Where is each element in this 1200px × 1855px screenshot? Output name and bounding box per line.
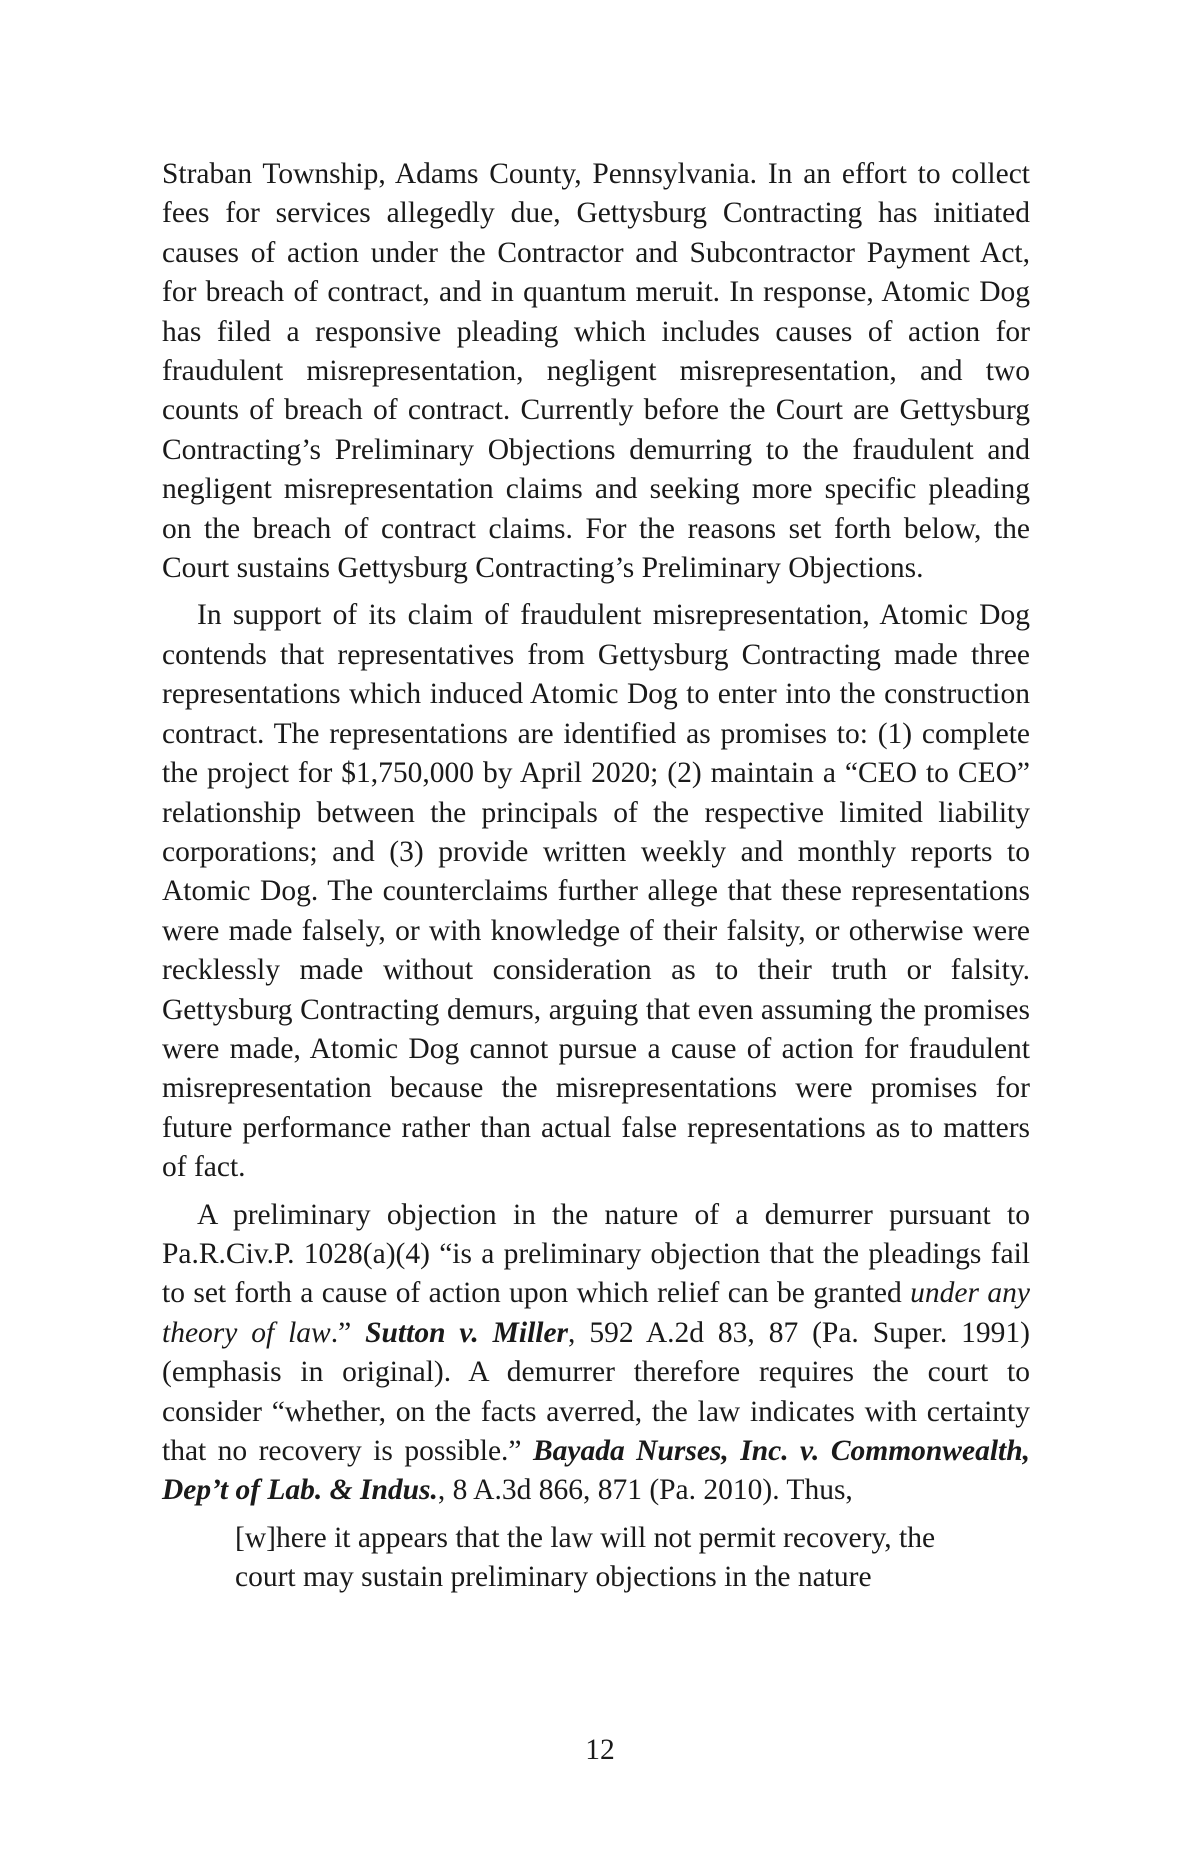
paragraph-3 bbox=[162, 1196, 1030, 1511]
paragraph-3-text: , 592 A.2d 83, 87 (Pa. Super. 1991) (emphasis in original). A demurrer therefore requires the court to consider “whether, on the facts averred, the law indicates with certainty that no recovery is possible.” bbox=[162, 1316, 1030, 1467]
body-text bbox=[162, 155, 1030, 1598]
case-citation-bayada: Bayada Nurses, Inc. v. Commonwealth, Dep’t of Lab. & Indus. bbox=[162, 1435, 1030, 1507]
paragraph-3-text: .” bbox=[330, 1316, 366, 1349]
block-quote: [w]here it appears that the law will not permit recovery, the court may sustain preliminary objections in the nature bbox=[235, 1521, 936, 1594]
emphasis-text: under any theory of law bbox=[162, 1277, 1030, 1349]
paragraph-3-text: A preliminary objection in the nature of a demurrer pursuant to Pa.R.Civ.P. 1028(a)(4) “is a preliminary objection that the pleadings fail to set forth a cause of action upon which relief can be granted bbox=[162, 1198, 1030, 1310]
page-number: 12 bbox=[585, 1734, 615, 1766]
paragraph-1: Straban Township, Adams County, Pennsylvania. In an effort to collect fees for services allegedly due, Gettysburg Contracting has initiated causes of action under the Contractor and Subcontractor Payment Act, for breach of contract, and in quantum meruit. In response, Atomic Dog has filed a responsive pleading which includes causes of action for fraudulent misrepresentation, negligent misrepresentation, and two counts of breach of contract. Currently before the Court are Gettysburg Contracting’s Preliminary Objections demurring to the fraudulent and negligent misrepresentation claims and seeking more specific pleading on the breach of contract claims. For the reasons set forth below, the Court sustains Gettysburg Contracting’s Preliminary Objections. bbox=[162, 158, 1030, 585]
paragraph-2: In support of its claim of fraudulent misrepresentation, Atomic Dog contends that representatives from Gettysburg Contracting made three representations which induced Atomic Dog to enter into the construction contract. The representations are identified as promises to: (1) complete the project for $1,750,000 by April 2020; (2) maintain a “CEO to CEO” relationship between the principals of the respective limited liability corporations; and (3) provide written weekly and monthly reports to Atomic Dog. The counterclaims further allege that these representations were made falsely, or with knowledge of their falsity, or otherwise were recklessly made without consideration as to their truth or falsity. Gettysburg Contracting demurs, arguing that even assuming the promises were made, Atomic Dog cannot pursue a cause of action for fraudulent misrepresentation because the misrepresentations were promises for future performance rather than actual false representations as to matters of fact. bbox=[162, 599, 1030, 1184]
paragraph-3-text: , 8 A.3d 866, 871 (Pa. 2010). Thus, bbox=[437, 1474, 853, 1507]
case-citation-sutton: Sutton v. Miller bbox=[365, 1316, 569, 1349]
